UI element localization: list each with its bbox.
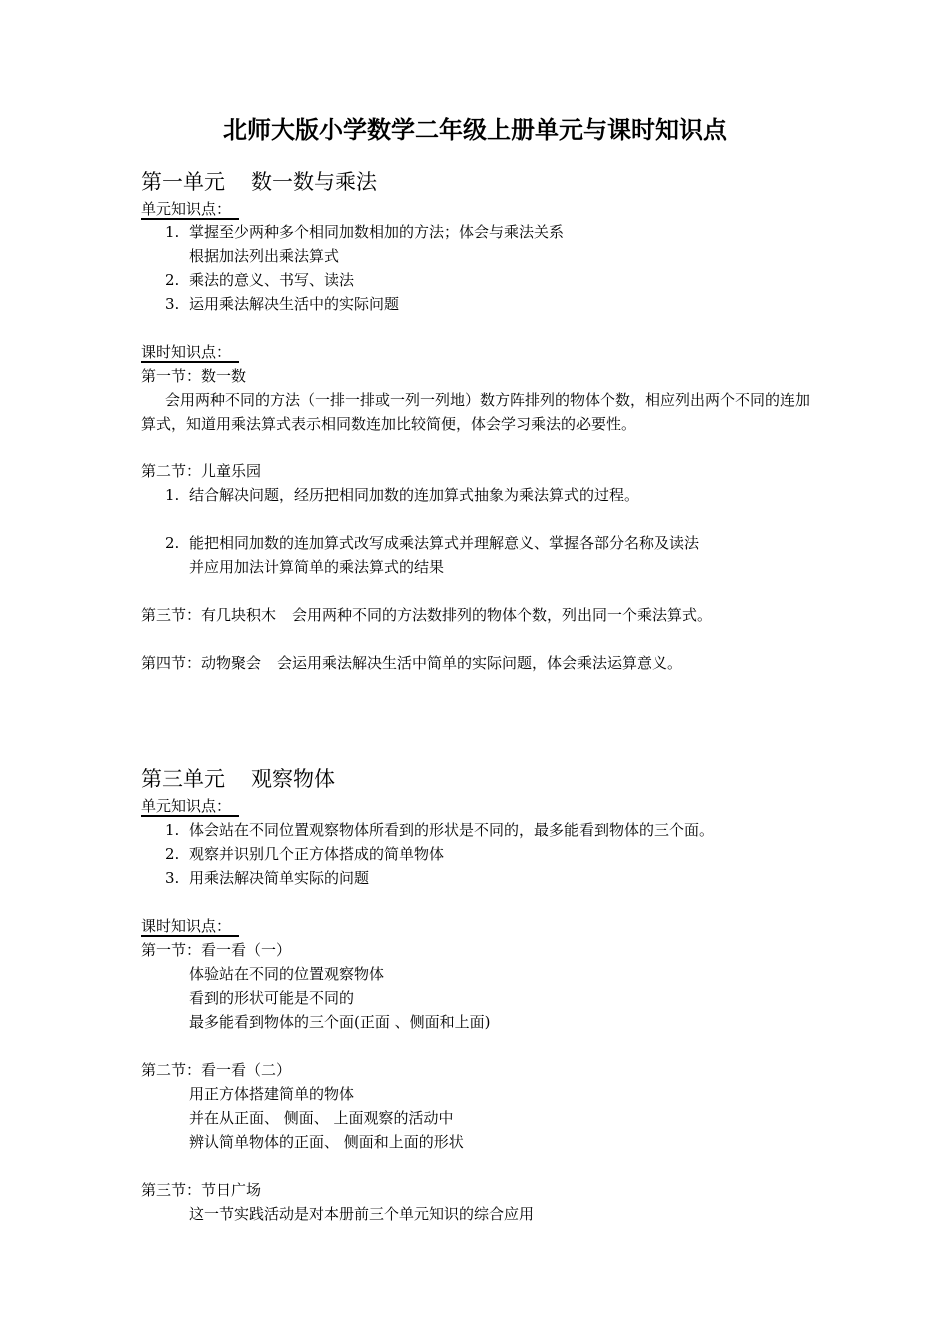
unit1-lesson1-title: 第一节：数一数 <box>141 367 247 385</box>
unit3-lesson3-line: 这一节实践活动是对本册前三个单元知识的综合应用 <box>189 1205 535 1223</box>
unit3-lesson1-line: 体验站在不同的位置观察物体 <box>189 965 385 983</box>
unit3-lesson3-title: 第三节：节日广场 <box>141 1181 262 1199</box>
unit3-point-3: 3. 用乘法解决简单实际的问题 <box>165 869 370 887</box>
unit1-lesson1-paragraph: 会用两种不同的方法（一排一排或一列一列地）数方阵排列的物体个数，相应列出两个不同的连加算式，知道用乘法算式表示相同数连加比较简便，体会学习乘法的必要性。 <box>141 391 811 433</box>
unit1-lesson2-item1: 1. 结合解决问题，经历把相同加数的连加算式抽象为乘法算式的过程。 <box>165 486 640 504</box>
unit1-name: 数一数与乘法 <box>251 170 377 194</box>
unit1-point-1-cont: 根据加法列出乘法算式 <box>189 247 340 265</box>
unit1-lessons-label: 课时知识点： <box>141 342 239 362</box>
unit1-point-1: 1. 掌握至少两种多个相同加数相加的方法；体会与乘法关系 <box>165 223 565 241</box>
unit3-lesson2-line: 辨认简单物体的正面、 侧面和上面的形状 <box>189 1133 464 1151</box>
unit1-number: 第一单元 <box>141 170 225 194</box>
unit1-lesson3: 第三节：有几块积木 会用两种不同的方法数排列的物体个数，列出同一个乘法算式。 <box>141 606 713 624</box>
unit3-point-1: 1. 体会站在不同位置观察物体所看到的形状是不同的，最多能看到物体的三个面。 <box>165 821 715 839</box>
unit3-lesson1-line: 看到的形状可能是不同的 <box>189 989 355 1007</box>
unit3-lesson1-line: 最多能看到物体的三个面(正面 、侧面和上面) <box>189 1013 491 1031</box>
unit1-heading <box>141 166 377 196</box>
unit3-lesson2-title: 第二节：看一看（二） <box>141 1061 292 1079</box>
unit3-lessons-label: 课时知识点： <box>141 916 239 936</box>
unit3-point-2: 2. 观察并识别几个正方体搭成的简单物体 <box>165 845 445 863</box>
unit1-lesson2-item2-cont: 并应用加法计算简单的乘法算式的结果 <box>189 558 445 576</box>
unit1-point-2: 2. 乘法的意义、书写、读法 <box>165 271 355 289</box>
unit3-name: 观察物体 <box>251 767 335 791</box>
document-title: 北师大版小学数学二年级上册单元与课时知识点 <box>223 116 727 144</box>
unit3-points-label: 单元知识点： <box>141 796 239 816</box>
unit1-lesson4: 第四节：动物聚会 会运用乘法解决生活中简单的实际问题，体会乘法运算意义。 <box>141 654 683 672</box>
unit1-lesson2-title: 第二节：儿童乐园 <box>141 462 262 480</box>
unit3-lesson2-line: 用正方体搭建简单的物体 <box>189 1085 355 1103</box>
unit3-lesson2-line: 并在从正面、 侧面、 上面观察的活动中 <box>189 1109 454 1127</box>
unit1-lesson2-item2: 2. 能把相同加数的连加算式改写成乘法算式并理解意义、掌握各部分名称及读法 <box>165 534 700 552</box>
unit1-point-3: 3. 运用乘法解决生活中的实际问题 <box>165 295 400 313</box>
unit3-number: 第三单元 <box>141 767 225 791</box>
unit3-lesson1-title: 第一节：看一看（一） <box>141 941 292 959</box>
unit3-heading <box>141 763 335 793</box>
unit1-points-label: 单元知识点： <box>141 199 239 219</box>
